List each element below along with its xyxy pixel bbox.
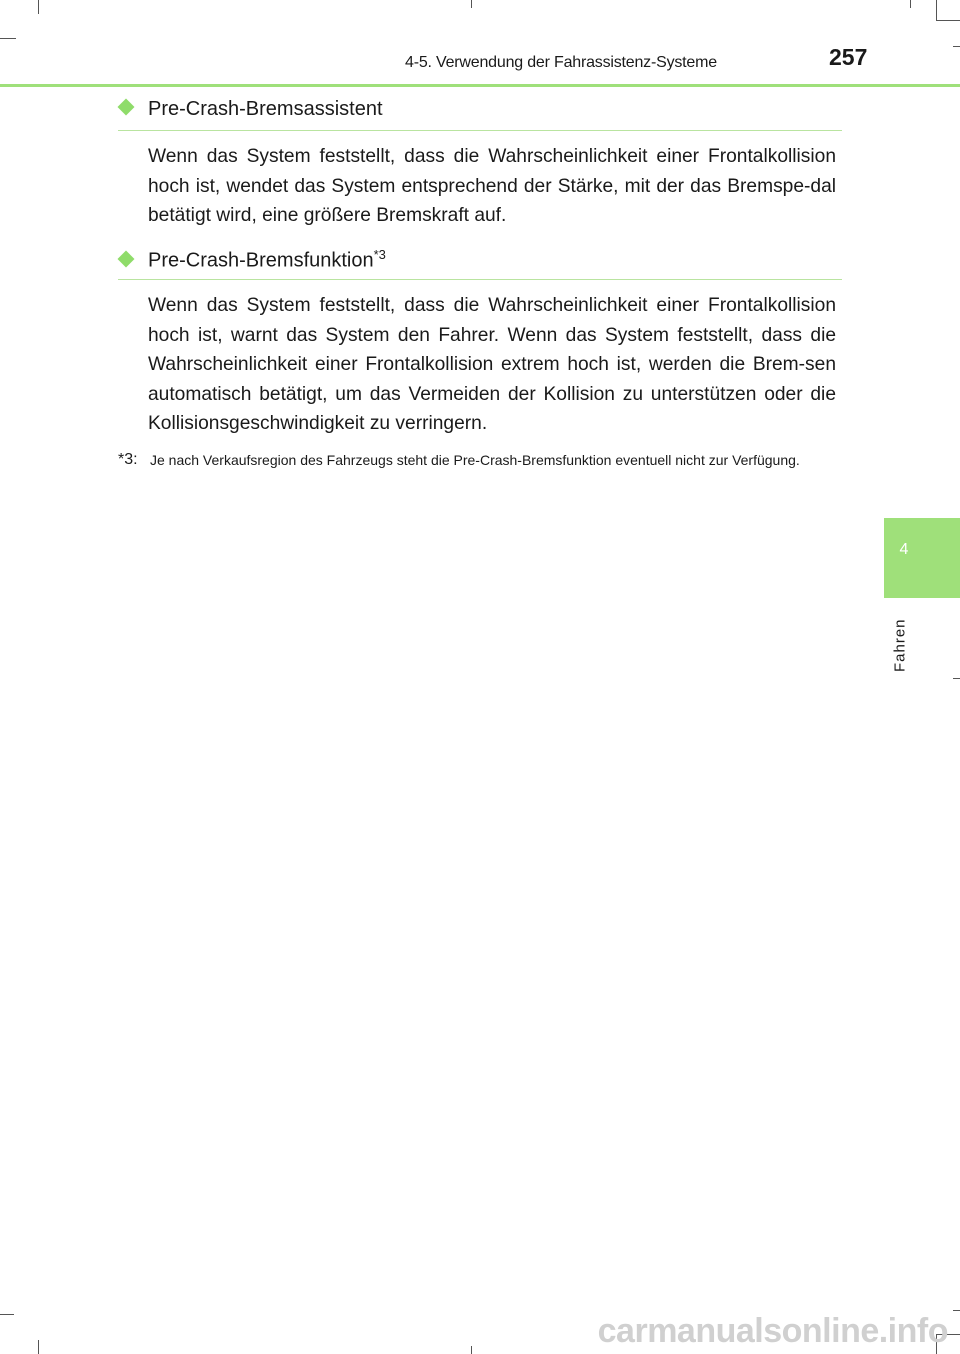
- footnote-text: Je nach Verkaufsregion des Fahrzeugs steht die Pre-Crash-Bremsfunktion eventuell nicht zur Verfügung.: [150, 452, 800, 468]
- page-number: 257: [829, 44, 868, 70]
- section-body: Wenn das System feststellt, dass die Wahrscheinlichkeit einer Frontalkollision hoch ist, wendet das System entsprechend der Stärke, mit der das Bremspe-dal betätigt wird, eine größere Bremskraft auf.: [148, 146, 836, 227]
- section-heading-text: Pre-Crash-Bremsassistent: [148, 98, 383, 120]
- footnote-ref: *3: [373, 247, 386, 262]
- section-body: Wenn das System feststellt, dass die Wahrscheinlichkeit einer Frontalkollision hoch ist, warnt das System den Fahrer. Wenn das System feststellt, dass die Wahrscheinlichkeit einer Frontalkollision extrem hoch ist, werden die Brem-sen automatisch betätigt, um das Vermeiden der Kollision zu unterstützen oder die Kollisionsgeschwindigkeit zu verringern.: [148, 295, 836, 435]
- watermark: carmanualsonline.info: [597, 1312, 948, 1350]
- chapter-number: 4: [899, 541, 909, 558]
- chapter-name: Fahren: [891, 618, 909, 672]
- footnote: [118, 448, 838, 472]
- section-rule: [118, 279, 842, 280]
- section-rule: [118, 130, 842, 131]
- diamond-bullet-icon: [118, 250, 135, 267]
- section-heading: [118, 247, 386, 273]
- chapter-tab: [884, 518, 960, 598]
- footnote-marker: *3:: [118, 451, 138, 468]
- running-header: 4-5. Verwendung der Fahrassistenz-Systeme: [405, 54, 717, 71]
- section-heading: [118, 98, 383, 121]
- diamond-bullet-icon: [118, 99, 135, 116]
- header-rule: [0, 84, 960, 87]
- section-heading-text: Pre-Crash-Bremsfunktion: [148, 249, 374, 272]
